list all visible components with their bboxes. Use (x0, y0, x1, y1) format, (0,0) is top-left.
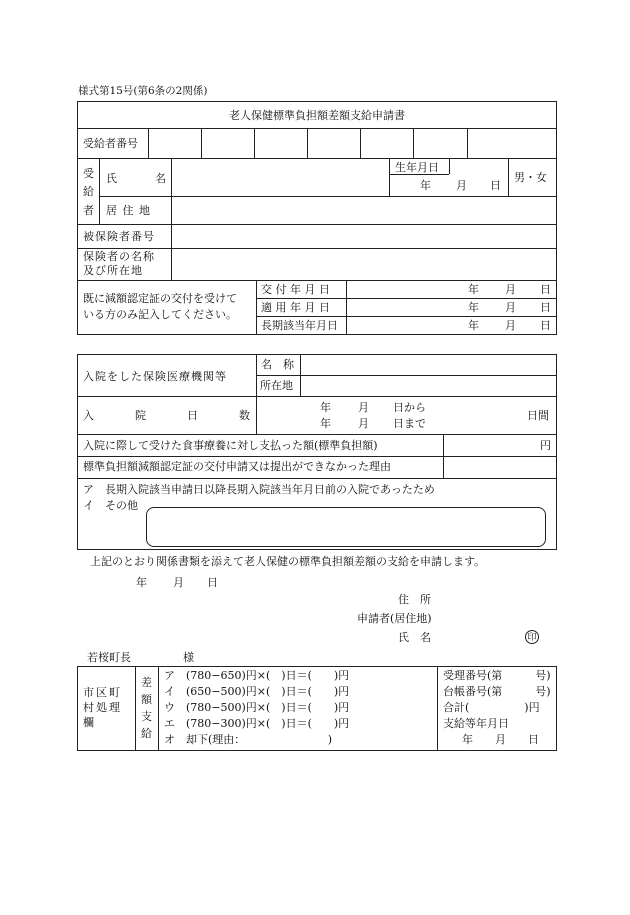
applicant-address-label: 住 所 (398, 593, 431, 606)
birthdate-label: 生年月日 (395, 161, 439, 174)
long-term-year: 年 (468, 319, 479, 332)
reduced-cert-note-2: いる方のみ記入してください。 (83, 308, 237, 321)
recipient-number-field[interactable] (149, 129, 467, 157)
birth-month: 月 (456, 179, 467, 192)
hospital-location-field[interactable] (301, 376, 556, 395)
apply-month: 月 (505, 301, 516, 314)
days-label-3: 日 (187, 409, 198, 422)
long-term-month: 月 (505, 319, 516, 332)
calc-row-i: イ (650−500)円×( )日＝( )円 (164, 685, 350, 698)
to-year: 年 (320, 417, 331, 430)
reduced-cert-note-1: 既に減額認定証の交付を受けて (83, 292, 237, 305)
addressee-sama: 様 (183, 651, 194, 664)
from-year: 年 (320, 401, 331, 414)
birth-year: 年 (420, 179, 431, 192)
issue-date-label: 交 付 年 月 日 (261, 283, 330, 296)
payment-date-label: 支給等年月日 (443, 717, 509, 730)
apply-date-label: 適 用 年 月 日 (261, 301, 330, 314)
diff-label-3: 支 (141, 710, 152, 723)
addressee: 若桜町長 (87, 651, 131, 664)
long-term-day: 日 (540, 319, 551, 332)
days-label-1: 入 (83, 409, 94, 422)
recipient-number-label: 受給者番号 (83, 137, 138, 150)
to-day: 日まで (393, 417, 426, 430)
calc-row-e: エ (780−300)円×( )日＝( )円 (164, 717, 350, 730)
applicant-residence-label: 申請者(居住地) (357, 612, 432, 625)
to-month: 月 (358, 417, 369, 430)
document-title: 老人保健標準負担額差額支給申請書 (229, 109, 405, 122)
issue-month: 月 (505, 283, 516, 296)
hospital-name-label: 名 称 (261, 358, 294, 371)
recipient-side-2: 給 (83, 185, 94, 198)
diff-label-1: 差 (141, 676, 152, 689)
address-field[interactable] (172, 197, 556, 223)
from-month: 月 (358, 401, 369, 414)
issue-year: 年 (468, 283, 479, 296)
date-year: 年 (136, 576, 147, 589)
long-term-label: 長期該当年月日 (261, 319, 338, 332)
applicant-name-label: 氏 名 (398, 631, 431, 644)
receipt-number: 受理番号(第 号) (443, 669, 551, 682)
issue-day: 日 (540, 283, 551, 296)
reason-a[interactable]: ア 長期入院該当申請日以降長期入院該当年月日前の入院であったため (83, 483, 435, 496)
municipal-label-2: 村処理 (83, 701, 122, 714)
declaration-text: 上記のとおり関係書類を添えて老人保健の標準負担額差額の支給を申請します。 (90, 555, 486, 568)
recipient-side-3: 者 (83, 204, 94, 217)
calc-row-o: オ 却下(理由： ) (164, 733, 333, 746)
calc-row-u: ウ (780−500)円×( )日＝( )円 (164, 701, 350, 714)
address-label: 居 住 地 (106, 204, 151, 217)
other-reason-field[interactable] (146, 507, 546, 547)
name-label-2: 名 (155, 172, 166, 185)
birth-day: 日 (490, 179, 501, 192)
diff-label-4: 給 (141, 727, 152, 740)
municipal-label-1: 市区町 (83, 686, 122, 699)
reason-i[interactable]: イ その他 (83, 499, 138, 512)
insurer-label-1: 保険者の名称 (83, 250, 155, 263)
ledger-number: 台帳番号(第 号) (443, 685, 551, 698)
hospital-location-label: 所在地 (260, 379, 293, 392)
insured-number-label: 被保険者番号 (83, 230, 155, 243)
meal-paid-label: 入院に際して受けた食事療養に対し支払った額(標準負担額) (83, 439, 378, 452)
hospital-label: 入院をした保険医療機関等 (83, 370, 227, 383)
total-amount: 合計( )円 (443, 701, 540, 714)
days-unit: 日間 (527, 409, 549, 422)
hospital-name-field[interactable] (301, 355, 556, 374)
name-field[interactable] (172, 159, 389, 195)
date-day: 日 (207, 576, 218, 589)
meal-paid-yen: 円 (540, 439, 551, 452)
apply-day: 日 (540, 301, 551, 314)
form-number: 様式第15号(第6条の2関係) (78, 85, 208, 97)
days-label-2: 院 (135, 409, 146, 422)
municipal-label-3: 欄 (83, 716, 94, 729)
recipient-side-1: 受 (83, 167, 94, 180)
days-label-4: 数 (239, 409, 250, 422)
seal-mark: 印 (525, 630, 539, 644)
insured-number-field[interactable] (172, 225, 556, 247)
name-label-1: 氏 (106, 172, 117, 185)
from-day: 日から (393, 401, 426, 414)
apply-year: 年 (468, 301, 479, 314)
sex-choice[interactable]: 男・女 (514, 171, 547, 184)
calc-row-a: ア (780−650)円×( )日＝( )円 (164, 669, 350, 682)
diff-label-2: 額 (141, 693, 152, 706)
date-month: 月 (173, 576, 184, 589)
reason-label: 標準負担額減額認定証の交付申請又は提出ができなかった理由 (83, 460, 391, 473)
insurer-field[interactable] (172, 249, 556, 279)
insurer-label-2: 及び所在地 (83, 264, 143, 277)
payment-date-value: 年 月 日 (462, 733, 539, 746)
